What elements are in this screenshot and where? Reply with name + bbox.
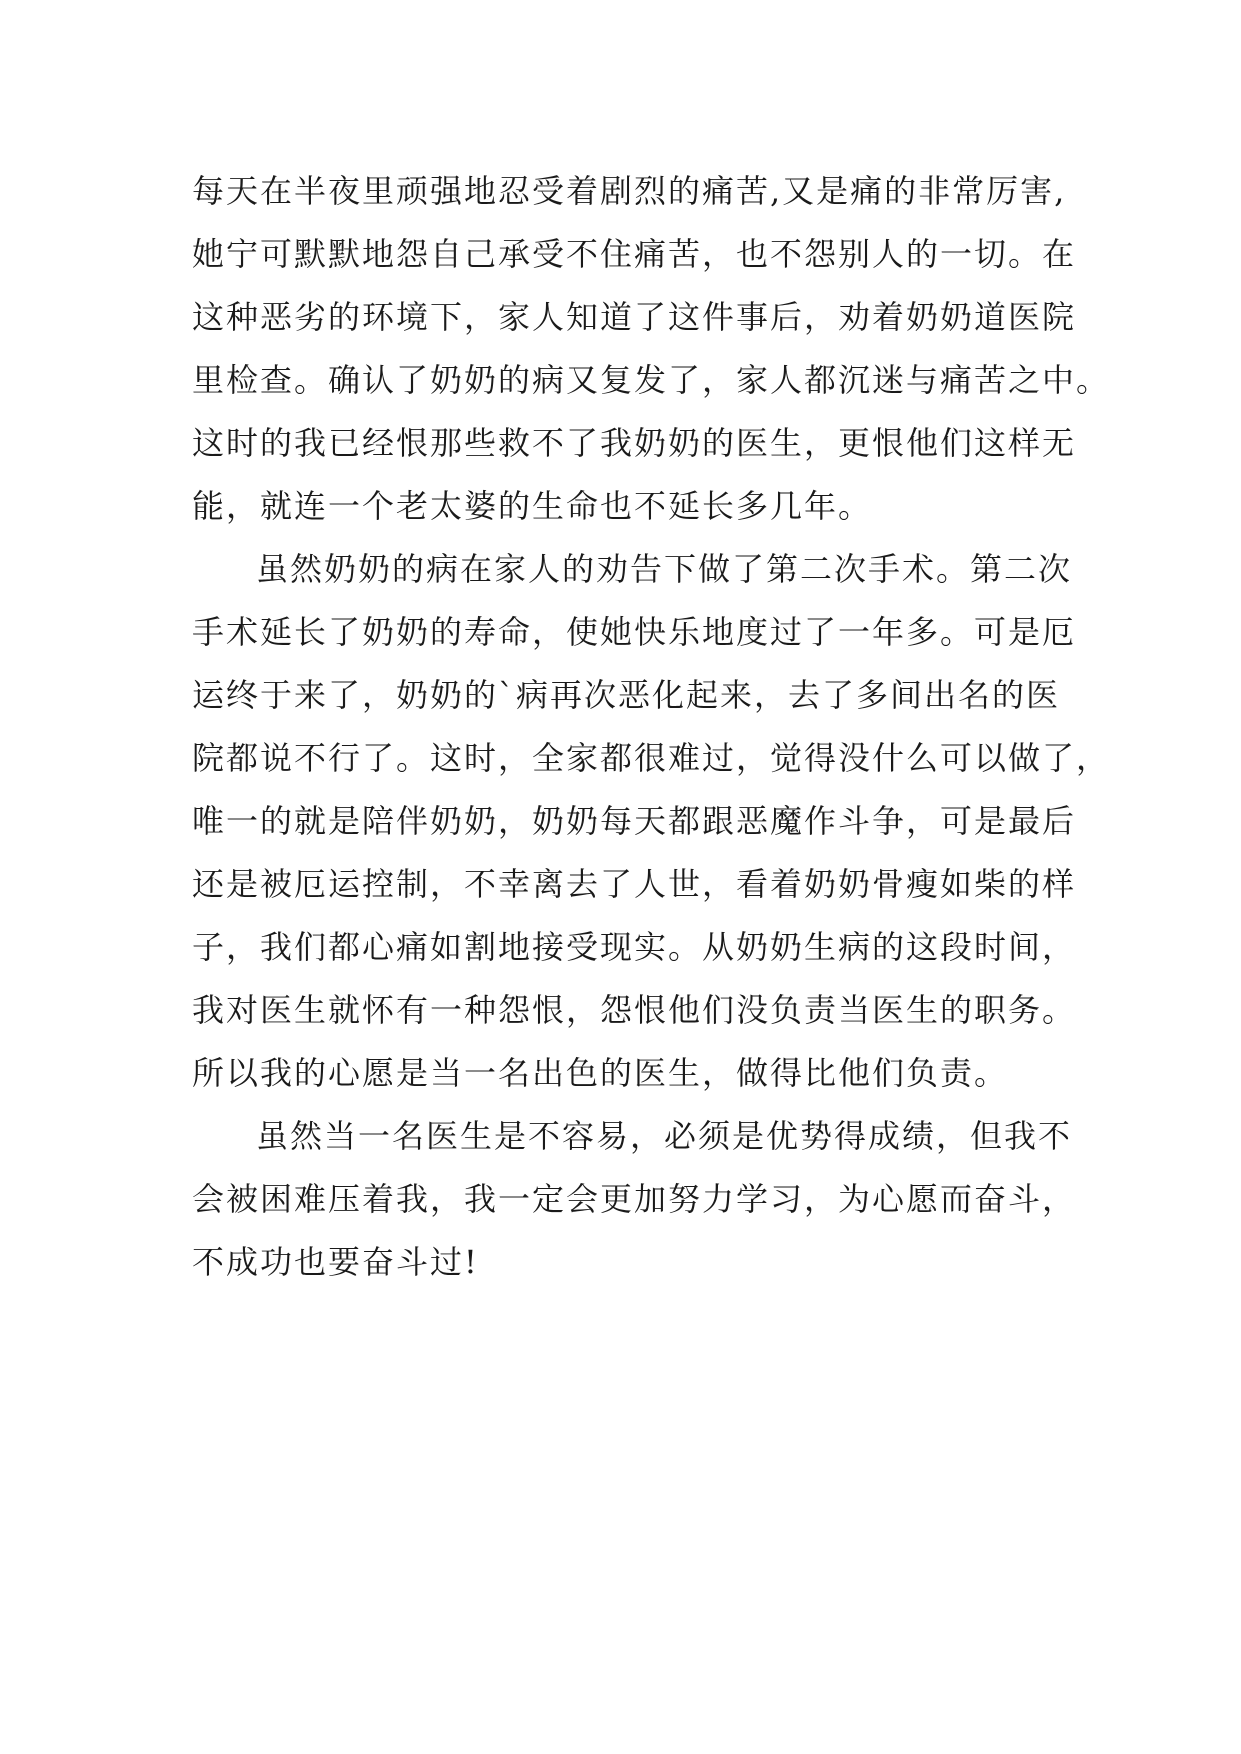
text-line: 里检查。确认了奶奶的病又复发了，家人都沉迷与痛苦之中。 bbox=[192, 361, 1111, 399]
text-line: 能，就连一个老太婆的生命也不延长多几年。 bbox=[192, 487, 873, 525]
text-line: 手术延长了奶奶的寿命，使她快乐地度过了一年多。可是厄 bbox=[192, 613, 1077, 651]
text-line: 子，我们都心痛如割地接受现实。从奶奶生病的这段时间， bbox=[192, 928, 1077, 966]
paragraph-first-line: 虽然当一名医生是不容易，必须是优势得成绩，但我不 bbox=[256, 1117, 1073, 1155]
text-line: 会被困难压着我，我一定会更加努力学习，为心愿而奋斗， bbox=[192, 1180, 1077, 1218]
text-line: 唯一的就是陪伴奶奶，奶奶每天都跟恶魔作斗争，可是最后 bbox=[192, 802, 1077, 840]
text-line: 这种恶劣的环境下，家人知道了这件事后，劝着奶奶道医院 bbox=[192, 298, 1077, 336]
text-line: 院都说不行了。这时，全家都很难过，觉得没什么可以做了， bbox=[192, 739, 1111, 777]
text-line: 还是被厄运控制，不幸离去了人世，看着奶奶骨瘦如柴的样 bbox=[192, 865, 1077, 903]
text-line: 所以我的心愿是当一名出色的医生，做得比他们负责。 bbox=[192, 1054, 1009, 1092]
text-line: 她宁可默默地怨自己承受不住痛苦，也不怨别人的一切。在 bbox=[192, 235, 1077, 273]
text-line: 我对医生就怀有一种怨恨，怨恨他们没负责当医生的职务。 bbox=[192, 991, 1077, 1029]
text-line: 每天在半夜里顽强地忍受着剧烈的痛苦,又是痛的非常厉害, bbox=[192, 172, 1067, 210]
essay-body bbox=[192, 160, 1111, 1294]
paragraph-first-line: 虽然奶奶的病在家人的劝告下做了第二次手术。第二次 bbox=[256, 550, 1073, 588]
text-line: 这时的我已经恨那些救不了我奶奶的医生，更恨他们这样无 bbox=[192, 424, 1077, 462]
text-line: 不成功也要奋斗过! bbox=[192, 1243, 479, 1281]
text-line: 运终于来了，奶奶的`病再次恶化起来，去了多间出名的医 bbox=[192, 676, 1061, 714]
